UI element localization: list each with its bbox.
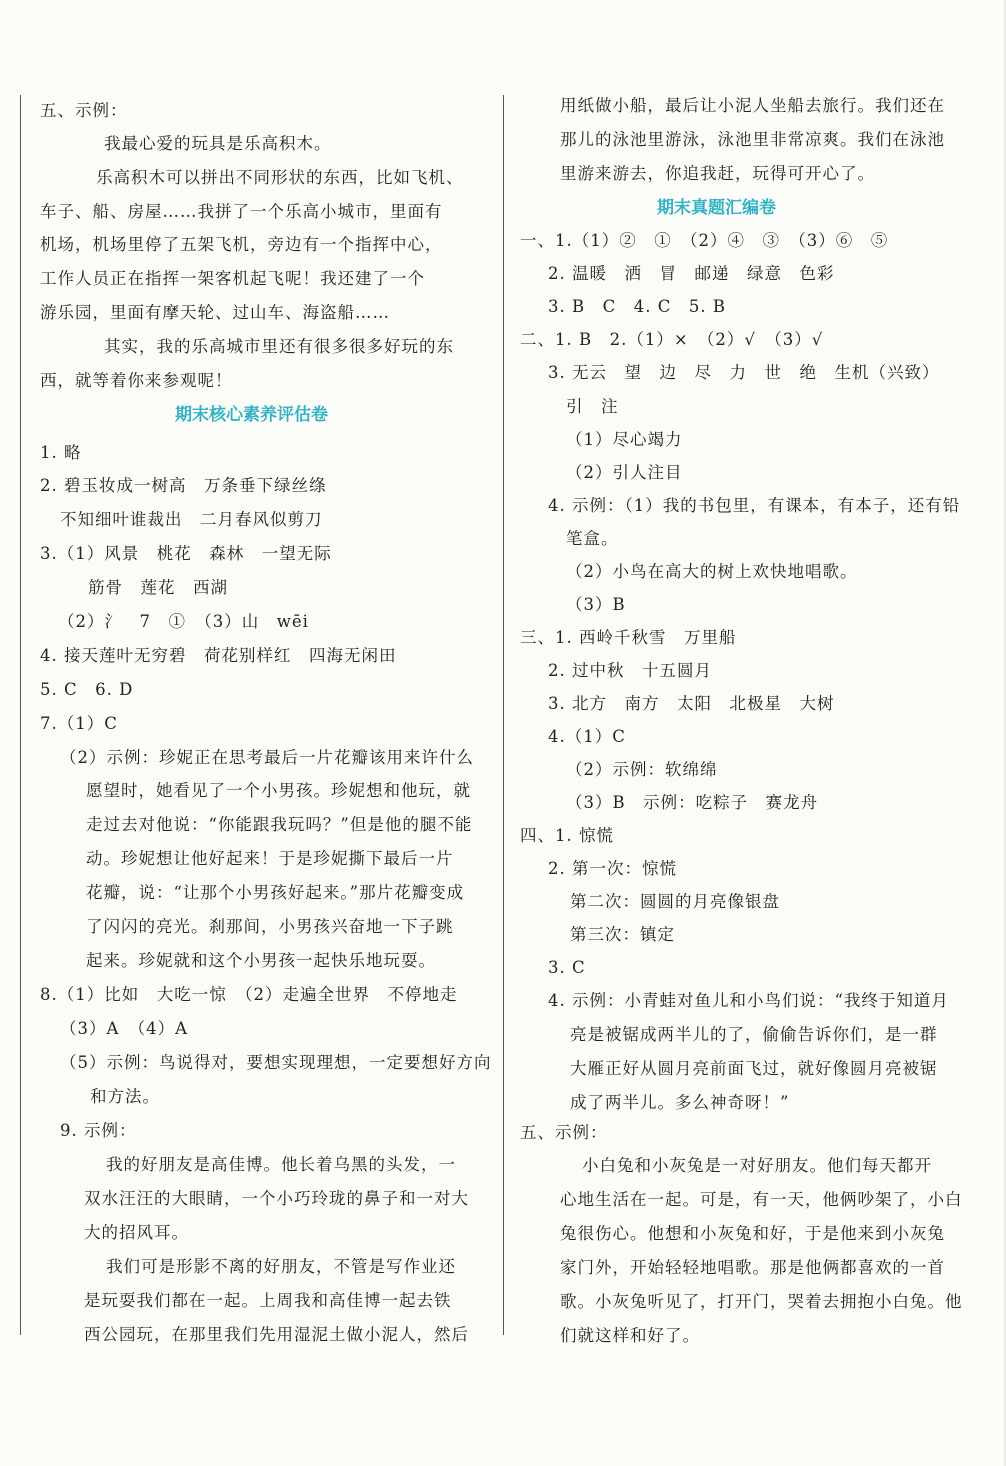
right-text-line: 那儿的泳池里游泳，泳池里非常凉爽。我们在泳池: [560, 130, 945, 149]
right-text-line: 二、1. B 2.（1）× （2）√ （3）√: [520, 330, 824, 349]
right-text-line: 2. 过中秋 十五圆月: [548, 661, 712, 680]
left-text-line: 我的好朋友是高佳博。他长着乌黑的头发，一: [106, 1155, 456, 1174]
right-text-line: 兔很伤心。他想和小灰兔和好，于是他来到小灰兔: [560, 1224, 945, 1243]
right-text-line: 一、1.（1）② ① （2）④ ③ （3）⑥ ⑤: [520, 231, 889, 250]
left-section-title: 期末核心素养评估卷: [175, 405, 328, 425]
left-text-line: （5）示例：鸟说得对，要想实现理想，一定要想好方向: [60, 1053, 492, 1072]
right-text-line: 3. 无云 望 边 尽 力 世 绝 生机（兴致）: [548, 363, 940, 382]
left-text-line: 7.（1）C: [40, 714, 118, 733]
left-text-line: 起来。珍妮就和这个小男孩一起快乐地玩耍。: [86, 951, 436, 970]
column-divider: [503, 95, 504, 1335]
right-text-line: 四、1. 惊慌: [520, 826, 614, 845]
right-text-line: （2）引人注目: [566, 463, 683, 482]
right-text-line: 里游来游去，你追我赶，玩得可开心了。: [560, 164, 875, 183]
right-text-line: 4. 示例：小青蛙对鱼儿和小鸟们说：“我终于知道月: [548, 991, 949, 1010]
left-text-line: 2. 碧玉妆成一树高 万条垂下绿丝绦: [40, 476, 327, 495]
right-text-line: 笔盒。: [566, 529, 619, 548]
right-text-line: 小白兔和小灰兔是一对好朋友。他们每天都开: [582, 1156, 932, 1175]
left-text-line: 是玩耍我们都在一起。上周我和高佳博一起去铁: [84, 1291, 452, 1310]
right-text-line: 第二次：圆圆的月亮像银盘: [570, 892, 780, 911]
right-text-line: 们就这样和好了。: [560, 1326, 700, 1345]
left-text-line: 3.（1）风景 桃花 森林 一望无际: [40, 544, 332, 563]
left-text-line: 工作人员正在指挥一架客机起飞呢！我还建了一个: [40, 269, 425, 288]
left-text-line: 西，就等着你来参观呢！: [40, 371, 233, 390]
left-text-line: 1. 略: [40, 443, 82, 462]
left-text-line: 其实，我的乐高城市里还有很多很多好玩的东: [104, 337, 454, 356]
right-section-title: 期末真题汇编卷: [657, 198, 776, 218]
right-text-line: 家门外，开始轻轻地唱歌。那是他俩都喜欢的一首: [560, 1258, 945, 1277]
right-text-line: 3. B C 4. C 5. B: [548, 297, 726, 316]
right-text-line: 3. 北方 南方 太阳 北极星 大树: [548, 694, 835, 713]
left-text-line: 双水汪汪的大眼睛，一个小巧玲珑的鼻子和一对大: [84, 1189, 469, 1208]
left-text-line: 乐高积木可以拼出不同形状的东西，比如飞机、: [96, 168, 464, 187]
left-margin-rule: [20, 95, 21, 1335]
right-text-line: 大雁正好从圆月亮前面飞过，就好像圆月亮被锯: [570, 1059, 938, 1078]
right-text-line: （3）B 示例：吃粽子 赛龙舟: [566, 793, 819, 812]
right-text-line: 五、示例：: [520, 1123, 608, 1142]
right-text-line: （2）小鸟在高大的树上欢快地唱歌。: [566, 562, 858, 581]
left-text-line: 机场，机场里停了五架飞机，旁边有一个指挥中心，: [40, 235, 443, 254]
right-text-line: 2. 温暖 洒 冒 邮递 绿意 色彩: [548, 264, 835, 283]
left-text-line: 动。珍妮想让他好起来！于是珍妮撕下最后一片: [86, 849, 454, 868]
right-text-line: 心地生活在一起。可是，有一天，他俩吵架了，小白: [560, 1190, 963, 1209]
left-text-line: （2）示例：珍妮正在思考最后一片花瓣该用来许什么: [60, 748, 474, 767]
left-text-line: 走过去对他说：“你能跟我玩吗？”但是他的腿不能: [86, 815, 473, 834]
right-text-line: （1）尽心竭力: [566, 430, 683, 449]
left-text-line: 五、示例：: [40, 101, 128, 120]
left-text-line: 我最心爱的玩具是乐高积木。: [104, 134, 332, 153]
left-text-line: 筋骨 莲花 西湖: [88, 578, 228, 597]
right-text-line: 用纸做小船，最后让小泥人坐船去旅行。我们还在: [560, 96, 945, 115]
right-text-line: 歌。小灰兔听见了，打开门，哭着去拥抱小白兔。他: [560, 1292, 963, 1311]
left-text-line: 不知细叶谁裁出 二月春风似剪刀: [60, 510, 323, 529]
left-text-line: 车子、船、房屋……我拼了一个乐高小城市，里面有: [40, 202, 443, 221]
right-text-line: 4.（1）C: [548, 727, 626, 746]
left-text-line: （3）A （4）A: [60, 1019, 189, 1038]
left-text-line: （2）氵 7 ① （3）山 wēi: [58, 612, 309, 631]
left-text-line: 大的招风耳。: [84, 1223, 189, 1242]
left-text-line: 花瓣，说：“让那个小男孩好起来。”那片花瓣变成: [86, 883, 465, 902]
right-text-line: 成了两半儿。多么神奇呀！”: [570, 1093, 790, 1112]
right-text-line: 亮是被锯成两半儿的了，偷偷告诉你们，是一群: [570, 1025, 938, 1044]
right-text-line: 4. 示例：（1）我的书包里，有课本，有本子，还有铅: [548, 496, 961, 515]
right-text-line: 引 注: [566, 397, 619, 416]
left-text-line: 8.（1）比如 大吃一惊 （2）走遍全世界 不停地走: [40, 985, 458, 1004]
left-text-line: 4. 接天莲叶无穷碧 荷花别样红 四海无闲田: [40, 646, 397, 665]
left-text-line: 5. C 6. D: [40, 680, 134, 699]
right-text-line: 3. C: [548, 958, 586, 977]
right-text-line: （2）示例：软绵绵: [566, 760, 718, 779]
left-text-line: 和方法。: [90, 1087, 160, 1106]
right-text-line: 三、1. 西岭千秋雪 万里船: [520, 628, 737, 647]
left-text-line: 我们可是形影不离的好朋友，不管是写作业还: [106, 1257, 456, 1276]
left-text-line: 愿望时，她看见了一个小男孩。珍妮想和他玩，就: [86, 781, 471, 800]
left-text-line: 西公园玩，在那里我们先用湿泥土做小泥人，然后: [84, 1325, 469, 1344]
right-text-line: 2. 第一次：惊慌: [548, 859, 677, 878]
left-text-line: 游乐园，里面有摩天轮、过山车、海盗船……: [40, 303, 390, 322]
right-text-line: （3）B: [566, 595, 626, 614]
right-text-line: 第三次：镇定: [570, 925, 675, 944]
left-text-line: 9. 示例：: [60, 1121, 137, 1140]
left-text-line: 了闪闪的亮光。刹那间，小男孩兴奋地一下子跳: [86, 917, 454, 936]
